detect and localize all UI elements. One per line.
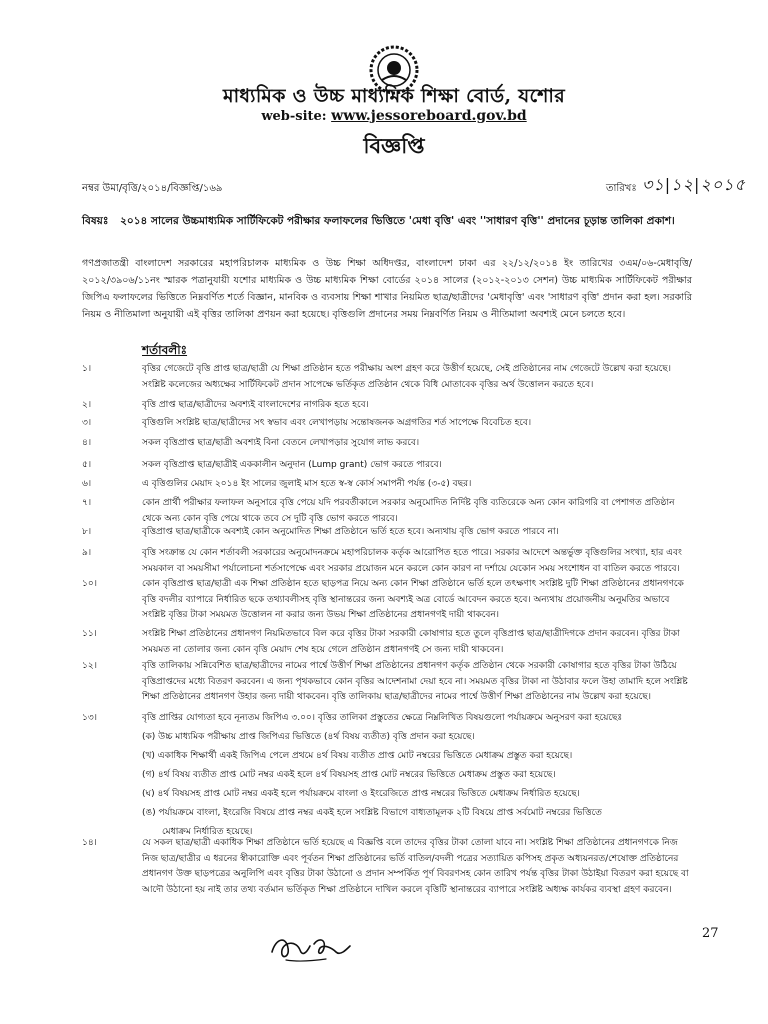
condition-number: ২। [82,400,92,410]
condition-number: ৮। [82,527,92,537]
condition-number: ৭। [82,498,92,508]
condition-number: ১০। [82,579,97,589]
criteria-item: (ক) উচ্চ মাধ্যমিক পরীক্ষায় প্রাপ্ত জিপিএর ভিত্তিতে (৪র্থ বিষয় ব্যতীত) বৃত্তি প্রদান করা হয়েছে। [142,731,475,742]
page-number: 27 [702,926,719,941]
condition-text: বৃত্তিগুলি সংশ্লিষ্ট ছাত্র/ছাত্রীদের সৎ স্বভাব এবং লেখাপড়ায় সন্তোষজনক অগ্রগতির শর্ত সাপেক্ষে বিবেচিত হবে। [142,418,532,428]
condition-text: কোন প্রার্থী পরীক্ষার ফলাফল অনুসারে বৃত্তি পেয়ে যদি পরবর্তীকালে সরকার অনুমোদিত নির্দিষ্ট বৃত্তি ব্যতিরেকে অন্য কোন কারিগরি বা পেশাগত প্রতিষ্ঠান থেকে অন্য কোন বৃত্তি পেয়ে থাকে তবে সে দুটি বৃত্তি ভোগ করতে পারবে। [142,498,675,524]
condition-text: বৃত্তিপ্রাপ্ত ছাত্র/ছাত্রীকে অবশ্যই কোন অনুমোদিত শিক্ষা প্রতিষ্ঠানে ভর্তি হতে হবে। অন্যথায় বৃত্তি ভোগ করতে পারবে না। [142,527,559,537]
reference-number: নম্বর উমা/বৃত্তি/২০১৪/বিজ্ঞপ্তি/১৬৯ [82,183,223,194]
condition-text: সকল বৃত্তিপ্রাপ্ত ছাত্র/ছাত্রীই এককালীন অনুদান (Lump grant) ভোগ করতে পারবে। [142,460,442,470]
criteria-item: মেধাক্রম নির্ধারিত হয়েছে। [162,826,253,837]
website-label: web-site: [261,109,327,124]
criteria-item: (ঙ) পর্যায়ক্রমে বাংলা, ইংরেজি বিষয়ে প্রাপ্ত নম্বর একই হলে সংশ্লিষ্ট বিভাগে বাধ্যতামূলক ২টি বিষয়ে প্রাপ্ত সর্বমোট নম্বরের ভিত্তিতে [142,807,602,818]
intro-paragraph: গণপ্রজাতন্ত্রী বাংলাদেশ সরকারের মহাপরিচালক মাধ্যমিক ও উচ্চ শিক্ষা অধিদপ্তর, বাংলাদেশ ঢাকা এর ২২/১২/২০১৪ ইং তারিখের ৩এম/০৬-মেধাবৃত্তি/২০১২/৩৯০৬/১১নং স্মারক পত্রানুযায়ী যশোর মাধ্যমিক ও উচ্চ মাধ্যমিক শিক্ষা বোর্ডের ২০১৪ সালের (২০১২-২০১৩ সেশন) উচ্চ মাধ্যমিক সার্টিফিকেট পরীক্ষার জিপিএ ফলাফলের ভিত্তিতে নিম্নবর্ণিত শর্তে বিজ্ঞান, মানবিক ও ব্যবসায় শিক্ষা শাখার নিয়মিত ছাত্র/ছাত্রীদের 'মেধাবৃত্তি' এবং 'সাধারণ বৃত্তি' প্রদান করা হল। সরকারি নিয়ম ও নীতিমালা অনুযায়ী এই বৃত্তির তালিকা প্রণয়ন করা হয়েছে। বৃত্তিগুলি প্রদানের সময় নিম্নবর্ণিত নিয়ম ও নীতিমালা অবশ্যই মেনে চলতে হবে। [82,258,692,320]
condition-text: কোন বৃত্তিপ্রাপ্ত ছাত্র/ছাত্রী এক শিক্ষা প্রতিষ্ঠান হতে ছাড়পত্র নিয়ে অন্য কোন শিক্ষা প্রতিষ্ঠানে ভর্তি হলে তৎক্ষণাৎ সংশ্লিষ্ট দুটি শিক্ষা প্রতিষ্ঠানের প্রধানগণকে বৃত্তি বদলীর ব্যাপারে নির্ধারিত ছকে তথ্যাবলীসহ বৃত্তি স্থানান্তরের জন্য অবশ্যই অত্র বোর্ডে আবেদন করতে হবে। অন্যথায় প্রয়োজনীয় অনুমতির অভাবে সংশ্লিষ্ট বৃত্তির টাকা সময়মত উত্তোলন না করার জন্য উভয় শিক্ষা প্রতিষ্ঠানের প্রধানগণই দায়ী থাকবেন। [142,579,684,620]
condition-text: বৃত্তি তালিকায় সন্নিবেশিত ছাত্র/ছাত্রীদের নামের পার্শ্বে উত্তীর্ণ শিক্ষা প্রতিষ্ঠানের প্রধানগণ কর্তৃক প্রতিষ্ঠান থেকে সরকারী কোষাগার হতে বৃত্তির টাকা উঠিয়ে বৃত্তিপ্রাপ্তদের মধ্যে বিতরণ করবেন। এ জন্য পৃথকভাবে কোন বৃত্তির আদেশনামা দেয়া হবে না। সময়মত বৃত্তির টাকা না উঠাবার ফলে উহা তামাদি হলে সংশ্লিষ্ট শিক্ষা প্রতিষ্ঠানের প্রধানগণ উহার জন্য দায়ী থাকবেন। বৃত্তি তালিকায় ছাত্র/ছাত্রীদের নামের পার্শ্বে উত্তীর্ণ শিক্ষা প্রতিষ্ঠানের নাম উল্লেখ করা হয়েছে। [142,661,688,702]
condition-number: ১৪। [82,838,97,848]
conditions-heading-text: শর্তাবলীঃ [142,343,188,357]
notice-title: বিজ্ঞপ্তি [363,133,425,158]
condition-text: বৃত্তি প্রাপ্ত ছাত্র/ছাত্রীদের অবশ্যই বাংলাদেশের নাগরিক হতে হবে। [142,400,369,410]
subject-line [82,212,692,230]
condition-number: ১। [82,364,92,374]
condition-body [142,711,694,842]
subject-label: বিষয়ঃ [82,215,109,227]
condition-number: ১১। [82,629,97,639]
date-label: তারিখঃ [606,183,637,194]
condition-number: ৫। [82,460,92,470]
condition-number: ৯। [82,548,92,558]
condition-number: ৪। [82,438,92,448]
criteria-item: (ঘ) ৪র্থ বিষয়সহ প্রাপ্ত মোট নম্বর একই হলে পর্যায়ক্রমে বাংলা ও ইংরেজিতে প্রাপ্ত নম্বরের ভিত্তিতে মেধাক্রম নির্ধারিত হয়েছে। [142,788,580,799]
website-line [0,108,768,124]
condition-text: যে সকল ছাত্র/ছাত্রী একাধিক শিক্ষা প্রতিষ্ঠানে ভর্তি হয়েছে এ বিজ্ঞপ্তি বলে তাদের বৃত্তির টাকা তোলা যাবে না। সংশ্লিষ্ট শিক্ষা প্রতিষ্ঠানের প্রধানগণকে নিজ নিজ ছাত্র/ছাত্রীর এ ধরনের স্বীকারোক্তি এবং পূর্বতন শিক্ষা প্রতিষ্ঠানের ভর্তি বাতিল/বদলী পত্রের সত্যায়িত কপিসহ প্রকৃত অধ্যয়নরত/শেষোক্ত প্রতিষ্ঠানের প্রধানগণ উক্ত ছাড়পত্রের অনুলিপি এবং বৃত্তির টাকা উঠানো ও প্রদান সম্পর্কিত পূর্ণ বিবরণসহ কোন তারিখ পর্যন্ত বৃত্তির টাকা উঠাইয়া বিতরণ করা হয়েছে বা আদৌ উঠানো হয় নাই তার তথ্য বর্তমান ভর্তিকৃত শিক্ষা প্রতিষ্ঠানে দাখিল করলে বৃত্তিটি স্থানান্তরের ব্যাপারে সংশ্লিষ্ট অধ্যক্ষ কার্যকর ব্যবস্থা গ্রহণ করবেন। [142,838,689,895]
condition-text: বৃত্তি সংক্রান্ত যে কোন শর্তাবলী সরকারের অনুমোদনক্রমে মহাপরিচালক কর্তৃক আরোপিত হতে পারে। সরকার আদেশে অন্তর্ভুক্ত বৃত্তিগুলির সংখ্যা, হার এবং সময়কাল বা সময়সীমা পর্যালোচনা শর্তসাপেক্ষে এবং সরকার প্রয়োজন মনে করলে কোন কারণ না দর্শায়ে যেকোন সময় সংশোধন বা বাতিল করতে পারবে। [142,548,682,574]
website-url[interactable]: www.jessoreboard.gov.bd [331,108,527,124]
condition-text: সংশ্লিষ্ট শিক্ষা প্রতিষ্ঠানের প্রধানগণ নিয়মিতভাবে বিল করে বৃত্তির টাকা সরকারী কোষাগার হতে তুলে বৃত্তিপ্রাপ্ত ছাত্র/ছাত্রীদিগকে প্রদান করবেন। বৃত্তির টাকা সময়মত না তোলার জন্য কোন বৃত্তি মেয়াদ শেষ হয়ে গেলে প্রতিষ্ঠান প্রধানগণই সে জন্য দায়ী থাকবেন। [142,629,680,655]
condition-text: বৃত্তির গেজেটে বৃত্তি প্রাপ্ত ছাত্র/ছাত্রী যে শিক্ষা প্রতিষ্ঠান হতে পরীক্ষায় অংশ গ্রহণ করে উত্তীর্ণ হয়েছে, সেই প্রতিষ্ঠানের নাম গেজেটে উল্লেখ করা হয়েছে। সংশ্লিষ্ট কলেজের অধ্যক্ষের সার্টিফিকেট প্রদান সাপেক্ষে ভর্তিকৃত প্রতিষ্ঠান থেকে বিধি মোতাবেক বৃত্তির অর্থ উত্তোলন করতে হবে। [142,364,671,390]
subject-text: ২০১৪ সালের উচ্চমাধ্যমিক সার্টিফিকেট পরীক্ষার ফলাফলের ভিত্তিতে 'মেধা বৃত্তি' এবং ''সাধারণ বৃত্তি'' প্রদানের চূড়ান্ত তালিকা প্রকাশ। [120,215,675,227]
criteria-item: (গ) ৪র্থ বিষয় ব্যতীত প্রাপ্ত মোট নম্বর একই হলে ৪র্থ বিষয়সহ প্রাপ্ত মোট নম্বরের ভিত্তিতে মেধাক্রম প্রস্তুত করা হয়েছে। [142,769,556,780]
signature [266,928,356,968]
merit-criteria-list [142,728,694,842]
condition-number: ৬। [82,479,92,489]
condition-text: সকল বৃত্তিপ্রাপ্ত ছাত্র/ছাত্রী অবশ্যই বিনা বেতনে লেখাপড়ার সুযোগ লাভ করবে। [142,438,420,448]
condition-text: এ বৃত্তিগুলির মেয়াদ ২০১৪ ইং সালের জুলাই মাস হতে স্ব-স্ব কোর্স সমাপনী পর্যন্ত (৩-৫) বছর। [142,479,472,489]
condition-number: ১৩। [82,713,97,723]
condition-number: ৩। [82,418,92,428]
condition-text: বৃত্তি প্রাপ্তির যোগ্যতা হবে নূন্যতম জিপিএ ৩.০০। বৃত্তির তালিকা প্রস্তুতের ক্ষেত্রে নিম্নলিখিত বিষয়গুলো পর্যায়ক্রমে অনুসরণ করা হয়েছেঃ [142,713,623,723]
handwritten-date: ৩১|১২|২০১৫ [642,175,746,194]
criteria-item: (খ) একাধিক শিক্ষার্থী একই জিপিএ পেলে প্রথমে ৪র্থ বিষয় ব্যতীত প্রাপ্ত মোট নম্বরের ভিত্তিতে মেধাক্রম প্রস্তুত করা হয়েছে। [142,750,573,761]
condition-number: ১২। [82,661,97,671]
conditions-heading [142,342,187,362]
board-name: মাধ্যমিক ও উচ্চ মাধ্যমিক শিক্ষা বোর্ড, যশোর [223,85,565,107]
